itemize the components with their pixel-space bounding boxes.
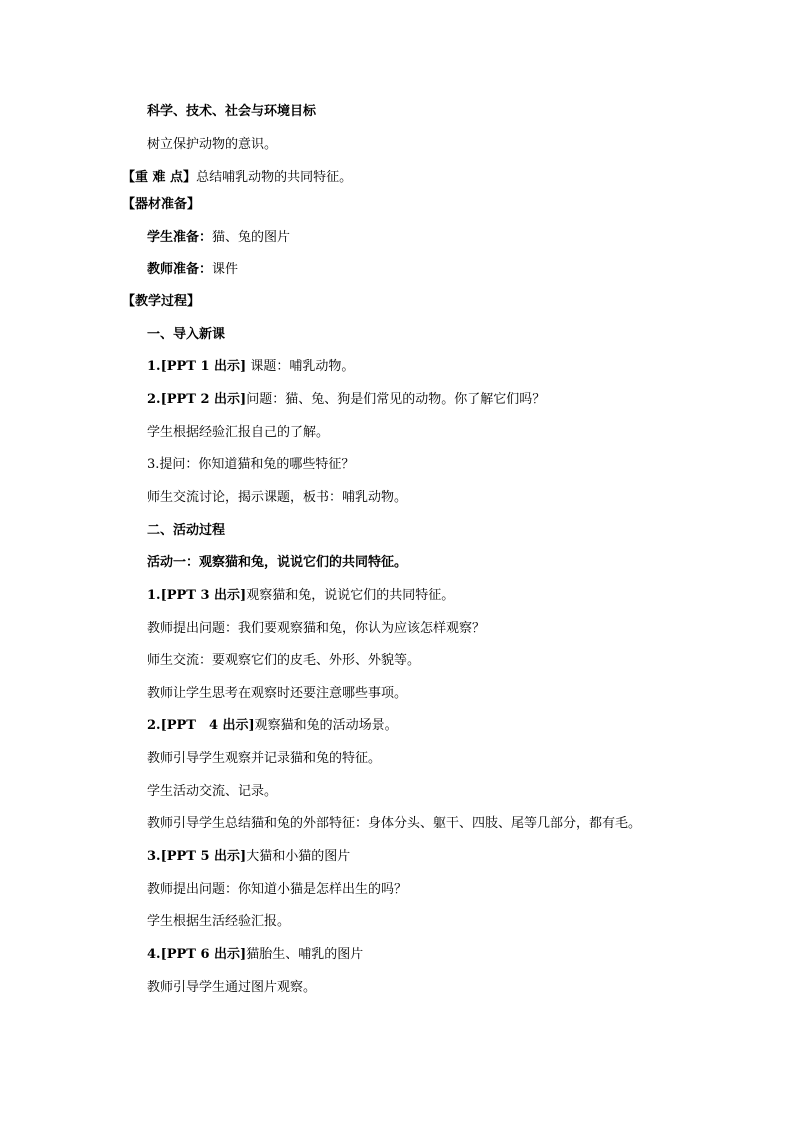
line-bold-prefix: 4.[PPT 6 出示] — [147, 947, 247, 962]
student-materials-label: 学生准备： — [147, 230, 213, 245]
line-text: 教师提出问题：我们要观察猫和兔，你认为应该怎样观察？ — [147, 621, 486, 636]
student-materials — [147, 229, 290, 247]
key-points-label: 【重 难 点】 — [122, 170, 197, 185]
line-text: 3.提问：你知道猫和兔的哪些特征？ — [147, 457, 355, 472]
line-bold-prefix: 2.[PPT 2 出示] — [147, 392, 247, 407]
section1-line — [147, 456, 354, 474]
section1-line — [147, 358, 354, 376]
teacher-materials — [147, 261, 238, 279]
section1-line — [147, 391, 545, 409]
line-text: 学生根据经验汇报自己的了解。 — [147, 425, 330, 440]
line-text: 问题：猫、兔、狗是们常见的动物。你了解它们吗？ — [246, 392, 546, 407]
line-text: 学生根据生活经验汇报。 — [147, 914, 291, 929]
line-bold-prefix: 2.[PPT 4 出示] — [147, 718, 255, 733]
section2-line — [147, 783, 277, 801]
line-text: 师生交流讨论，揭示课题，板书：哺乳动物。 — [147, 490, 408, 505]
line-bold-prefix: 3.[PPT 5 出示] — [147, 849, 247, 864]
line-text: 观察猫和兔，说说它们的共同特征。 — [246, 588, 455, 603]
line-bold-prefix: 1.[PPT 3 出示] — [147, 588, 247, 603]
section2-line — [147, 750, 381, 768]
process-heading: 【教学过程】 — [122, 294, 201, 309]
section1-heading: 一、导入新课 — [147, 327, 226, 342]
key-points-text: 总结哺乳动物的共同特征。 — [196, 170, 353, 185]
section2-line — [147, 946, 363, 964]
section1-line — [147, 489, 407, 507]
line-text: 师生交流：要观察它们的皮毛、外形、外貌等。 — [147, 653, 421, 668]
student-materials-text: 猫、兔的图片 — [212, 230, 291, 245]
section2-line — [147, 587, 454, 605]
activity1-heading: 活动一：观察猫和兔，说说它们的共同特征。 — [147, 555, 408, 570]
section2-line — [147, 652, 420, 670]
line-text: 猫胎生、哺乳的图片 — [246, 947, 364, 962]
line-text: 学生活动交流、记录。 — [147, 784, 278, 799]
objectives-text: 树立保护动物的意识。 — [147, 137, 278, 152]
section1-line — [147, 424, 329, 442]
section2-line — [147, 717, 398, 735]
materials-heading: 【器材准备】 — [122, 197, 201, 212]
section2-line — [147, 881, 407, 899]
line-text: 教师引导学生总结猫和兔的外部特征：身体分头、躯干、四肢、尾等几部分，都有毛。 — [147, 816, 642, 831]
line-bold-prefix: 1.[PPT 1 出示] — [147, 359, 247, 374]
key-points — [122, 169, 352, 187]
section2-line — [147, 979, 316, 997]
section2-line — [147, 815, 641, 833]
line-text: 教师引导学生通过图片观察。 — [147, 980, 317, 995]
section2-heading: 二、活动过程 — [147, 523, 226, 538]
section2-line — [147, 685, 407, 703]
line-text: 教师引导学生观察并记录猫和兔的特征。 — [147, 751, 382, 766]
section2-line — [147, 620, 485, 638]
section2-line — [147, 913, 290, 931]
line-text: 大猫和小猫的图片 — [246, 849, 351, 864]
line-text: 观察猫和兔的活动场景。 — [254, 718, 398, 733]
objectives-heading: 科学、技术、社会与环境目标 — [147, 104, 317, 119]
line-text: 教师让学生思考在观察时还要注意哪些事项。 — [147, 686, 408, 701]
teacher-materials-text: 课件 — [212, 262, 239, 277]
line-text: 课题：哺乳动物。 — [246, 359, 355, 374]
section2-line — [147, 848, 350, 866]
teacher-materials-label: 教师准备： — [147, 262, 213, 277]
line-text: 教师提出问题：你知道小猫是怎样出生的吗？ — [147, 882, 408, 897]
